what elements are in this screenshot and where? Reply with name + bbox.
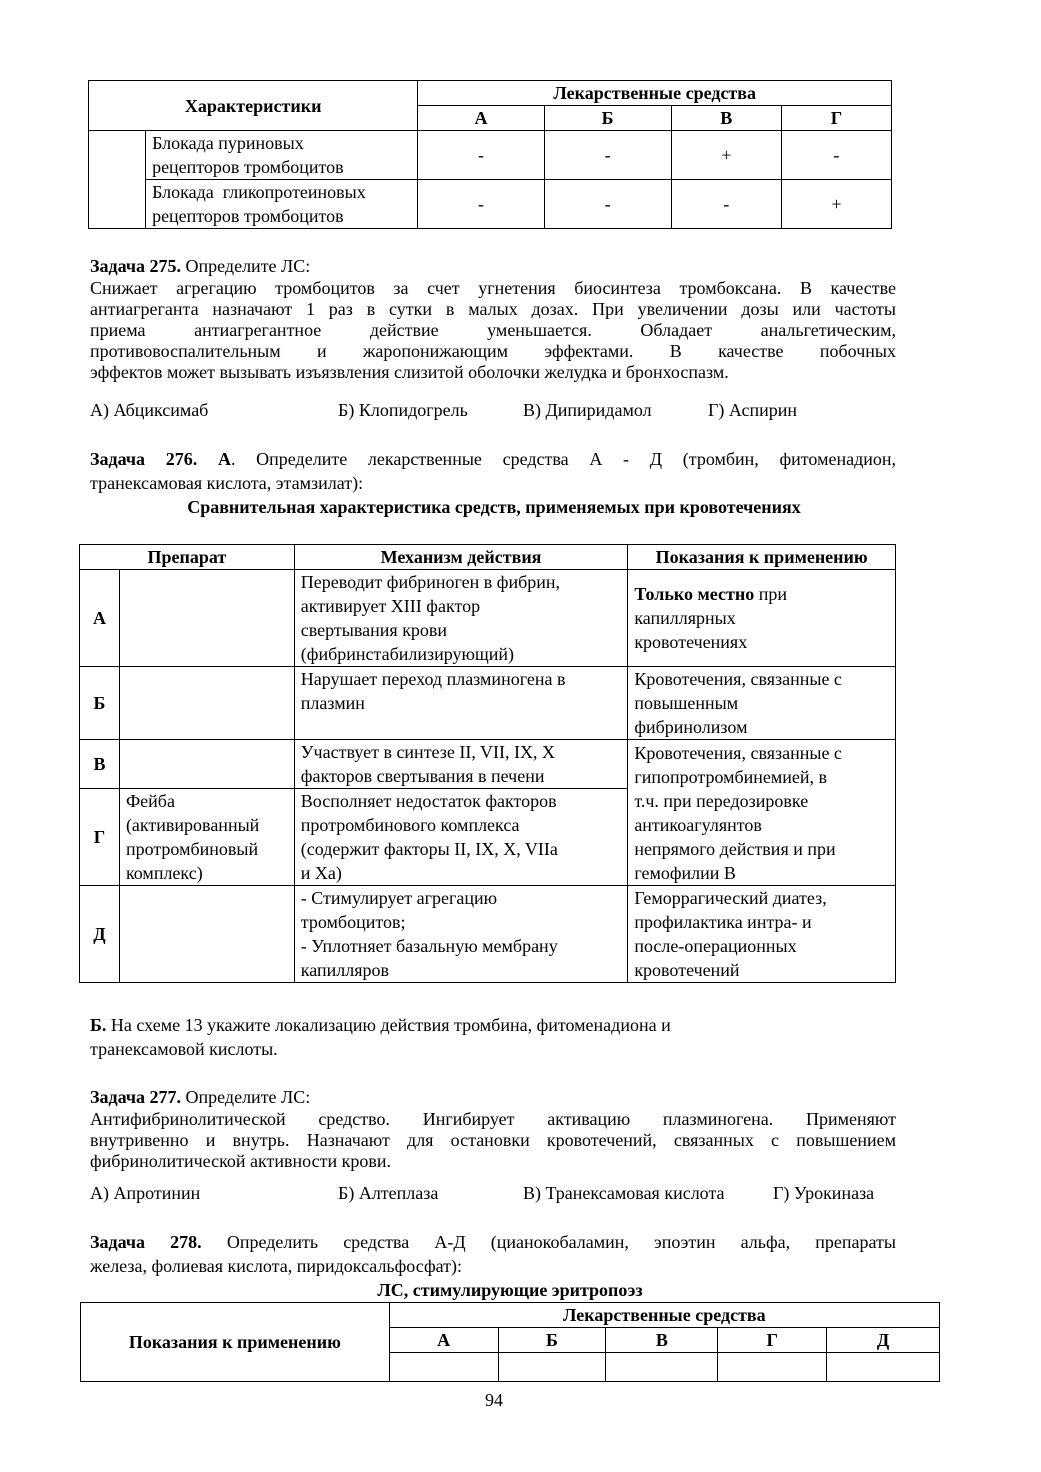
indication-cell: Только местно при капиллярных кровотечениях (628, 570, 896, 667)
mechanism-cell: Восполняет недостаток факторов протромбинового комплекса (содержит факторы II, IX, X, VIIa и Xa) (294, 789, 628, 886)
table-row (89, 180, 892, 229)
task-277-heading: Задача 277. Определите ЛС: (90, 1087, 311, 1107)
answer-cell[interactable] (606, 1353, 718, 1382)
indications-header: Показания к применению (81, 1303, 390, 1382)
task-275-options (90, 398, 797, 422)
answer-cell[interactable] (827, 1353, 940, 1382)
page-number: 94 (485, 1390, 503, 1410)
indication-cell: Кровотечения, связанные с гипопротромбинемией, в т.ч. при передозировке антикоагулянтов непрямого действия и при гемофилии В (628, 740, 896, 886)
col-header: Г (781, 106, 891, 131)
answer-cell[interactable] (389, 1353, 498, 1382)
col-header: В (606, 1328, 718, 1353)
col-header: Показания к применению (628, 545, 896, 570)
col-header: В (671, 106, 781, 131)
task-276-heading: Задача 276. А. Определите лекарственные средства А - Д (тромбин, фитоменадион, транексамовая кислота, этамзилат): (90, 449, 897, 493)
drug-cell[interactable] (119, 886, 294, 983)
answer-option[interactable]: А) Абциксимаб (90, 400, 209, 420)
table-cell: - (418, 180, 544, 229)
drug-cell[interactable] (119, 570, 294, 667)
row-letter: В (80, 740, 120, 789)
erythropoiesis-table (80, 1302, 940, 1382)
drugs-header: Лекарственные средства (418, 81, 892, 106)
row-letter: Б (80, 667, 120, 740)
drug-cell[interactable] (119, 667, 294, 740)
row-letter: Д (80, 886, 120, 983)
col-header: А (389, 1328, 498, 1353)
task-278-heading: Задача 278. Определить средства А-Д (цианокобаламин, эпоэтин альфа, препараты железа, фолиевая кислота, пиридоксальфосфат): (90, 1232, 896, 1276)
table-cell: + (781, 180, 891, 229)
mechanism-cell: Переводит фибриноген в фибрин, активирует XIII фактор свертывания крови (фибринстабилизирующий) (294, 570, 628, 667)
drugs-header: Лекарственные средства (389, 1303, 939, 1328)
drug-cell[interactable] (119, 740, 294, 789)
table-cell: - (544, 180, 671, 229)
task-277-text: Антифибринолитической средство. Ингибирует активацию плазминогена. Применяют внутривенно и внутрь. Назначают для остановки кровотечений, связанных с повышением фибринолитической активности крови. (90, 1109, 896, 1171)
col-header: Препарат (80, 545, 295, 570)
table-title: ЛС, стимулирующие эритропоэз (377, 1280, 643, 1300)
table-row (80, 886, 896, 983)
task-275-heading: Задача 275. Определите ЛС: (90, 256, 311, 276)
table-cell: - (781, 131, 891, 180)
table-cell: - (671, 180, 781, 229)
answer-option[interactable]: В) Дипиридамол (523, 400, 652, 420)
table-row (80, 740, 896, 789)
table-row (80, 667, 896, 740)
answer-cell[interactable] (718, 1353, 827, 1382)
answer-option[interactable]: Г) Аспирин (708, 400, 797, 420)
empty-cell (89, 131, 146, 229)
col-header: А (418, 106, 544, 131)
mechanism-cell: Участвует в синтезе II, VII, IX, X факторов свертывания в печени (294, 740, 628, 789)
mechanism-cell: - Стимулирует агрегацию тромбоцитов; - Уплотняет базальную мембрану капилляров (294, 886, 628, 983)
table-row (89, 131, 892, 180)
hemostatics-table (79, 544, 896, 983)
table-row (80, 570, 896, 667)
col-header: Г (718, 1328, 827, 1353)
mechanism-cell: Нарушает переход плазминогена в плазмин (294, 667, 628, 740)
drug-characteristics-table (88, 80, 892, 229)
answer-option[interactable]: Г) Урокиназа (773, 1183, 875, 1203)
table-cell: - (418, 131, 544, 180)
task-275-text: Снижает агрегацию тромбоцитов за счет угнетения биосинтеза тромбоксана. В качестве антиагреганта назначают 1 раз в сутки в малых дозах. При увеличении дозы или частоты приема антиагрегантное действие уменьшается. Обладает анальгетическим, противовоспалительным и жаропонижающим эффектами. В качестве побочных эффектов может вызывать изъязвления слизитой оболочки желудка и бронхоспазм. (90, 278, 896, 382)
table-title: Сравнительная характеристика средств, применяемых при кровотечениях (187, 497, 801, 517)
row-label: Блокада пуриновых рецепторов тромбоцитов (146, 131, 418, 180)
row-label: Блокада гликопротеиновых рецепторов тромбоцитов (146, 180, 418, 229)
col-header: Б (544, 106, 671, 131)
task-277-options (90, 1181, 874, 1205)
characteristics-header: Характеристики (89, 81, 418, 131)
answer-option[interactable]: В) Транексамовая кислота (523, 1183, 725, 1203)
answer-option[interactable]: А) Апротинин (90, 1183, 201, 1203)
table-cell: - (544, 131, 671, 180)
table-cell: + (671, 131, 781, 180)
col-header: Д (827, 1328, 940, 1353)
row-letter: Г (80, 789, 120, 886)
answer-option[interactable]: Б) Алтеплаза (338, 1183, 439, 1203)
row-letter: А (80, 570, 120, 667)
col-header: Механизм действия (294, 545, 628, 570)
drug-cell: Фейба (активированный протромбиновый комплекс) (119, 789, 294, 886)
indication-cell: Кровотечения, связанные с повышенным фибринолизом (628, 667, 896, 740)
indication-cell: Геморрагический диатез, профилактика интра- и после-операционных кровотечений (628, 886, 896, 983)
col-header: Б (498, 1328, 606, 1353)
answer-option[interactable]: Б) Клопидогрель (338, 400, 468, 420)
task-276-part-b: Б. На схеме 13 укажите локализацию действия тромбина, фитоменадиона и транексамовой кислоты. (90, 1015, 671, 1059)
answer-cell[interactable] (498, 1353, 606, 1382)
